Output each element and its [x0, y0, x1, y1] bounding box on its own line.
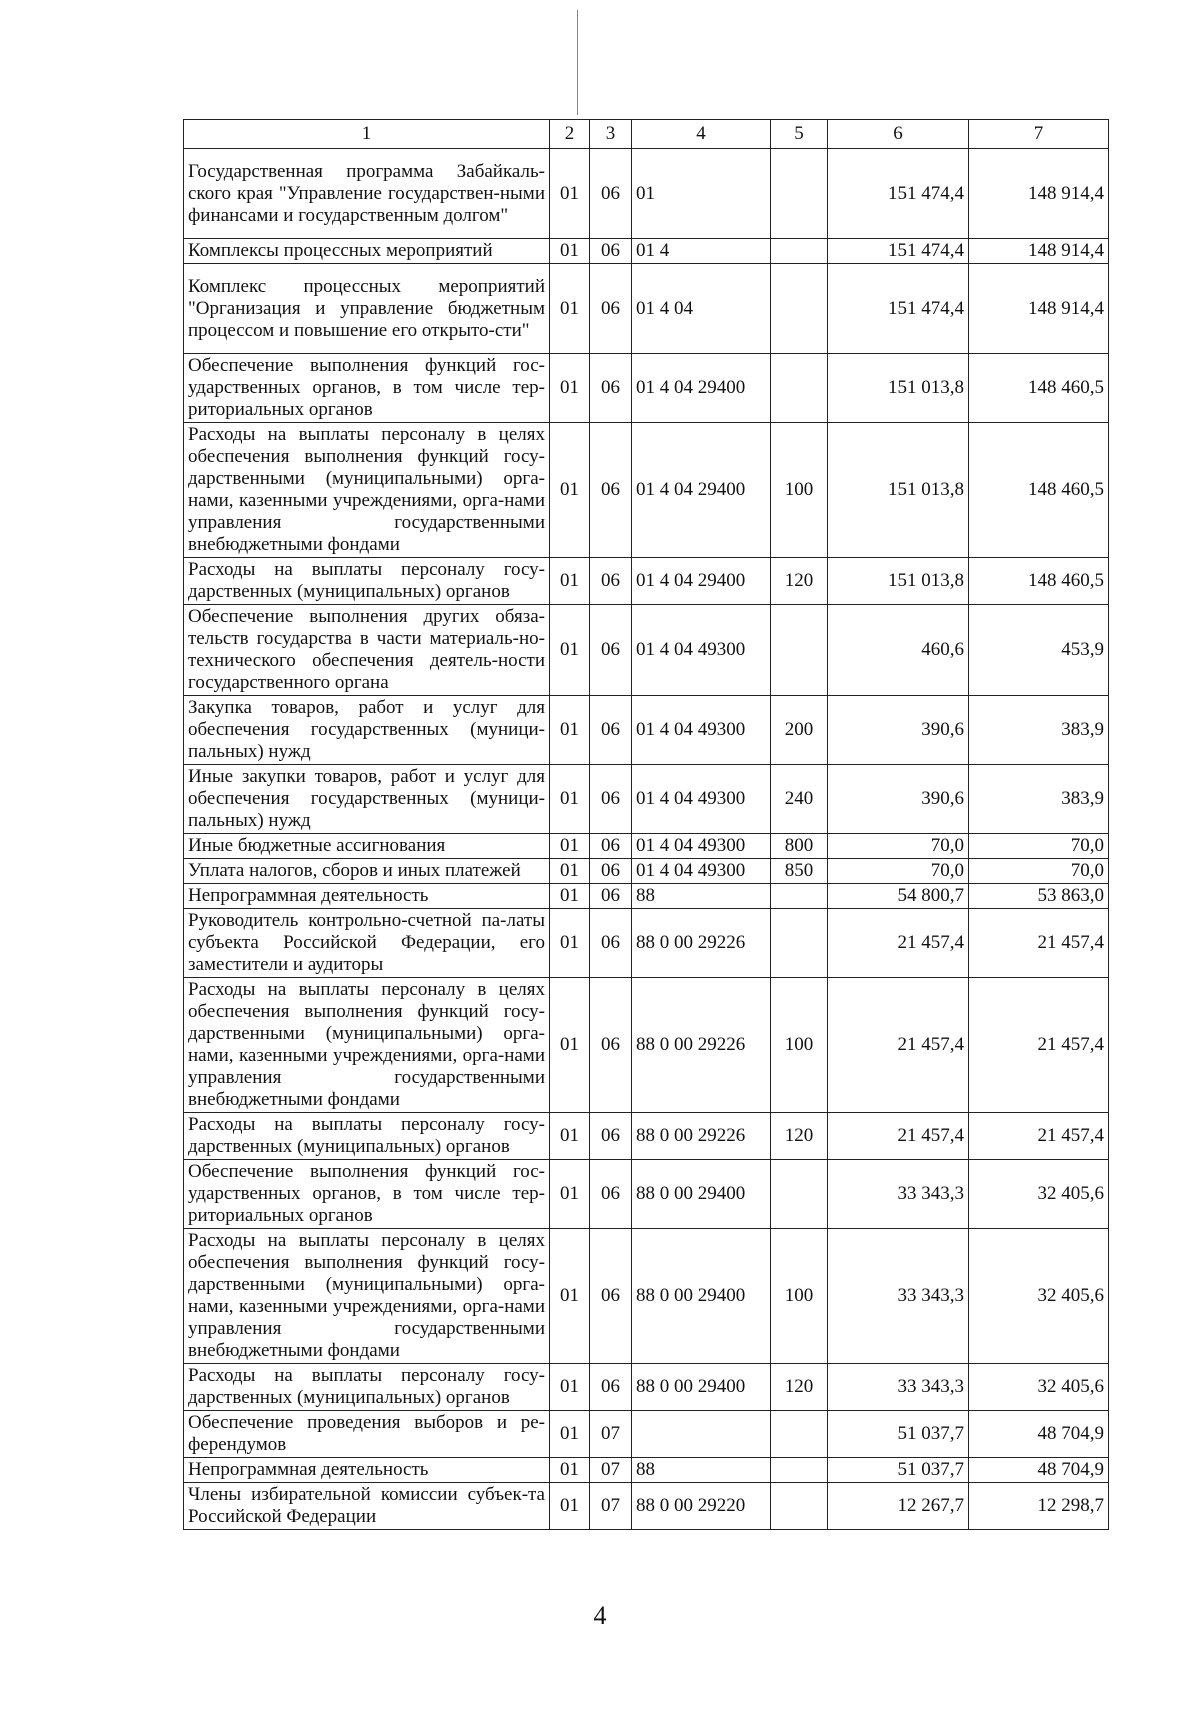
table-row	[184, 884, 1109, 909]
row-name: Закупка товаров, работ и услуг для обеспечения государственных (муници-пальных) нужд	[184, 696, 550, 765]
row-subsection: 06	[590, 149, 632, 239]
row-subsection: 07	[590, 1458, 632, 1483]
row-amount-year-1: 151 013,8	[828, 354, 969, 423]
table-row	[184, 909, 1109, 978]
row-subsection: 06	[590, 978, 632, 1113]
row-name: Обеспечение проведения выборов и ре-ферендумов	[184, 1411, 550, 1458]
table-row	[184, 558, 1109, 605]
row-amount-year-1: 151 013,8	[828, 558, 969, 605]
table-row	[184, 239, 1109, 264]
row-target-article: 01	[632, 149, 771, 239]
table-row	[184, 1364, 1109, 1411]
row-name: Обеспечение выполнения функций гос-ударственных органов, в том числе тер-риториальных органов	[184, 1160, 550, 1229]
row-amount-year-1: 70,0	[828, 834, 969, 859]
row-name: Непрограммная деятельность	[184, 1458, 550, 1483]
row-name: Члены избирательной комиссии субъек-та Российской Федерации	[184, 1483, 550, 1530]
row-amount-year-1: 21 457,4	[828, 909, 969, 978]
row-expense-type	[771, 239, 828, 264]
row-amount-year-2: 383,9	[969, 696, 1109, 765]
row-expense-type	[771, 1483, 828, 1530]
row-amount-year-1: 151 474,4	[828, 149, 969, 239]
row-name: Руководитель контрольно-счетной па-латы субъекта Российской Федерации, его заместители и аудиторы	[184, 909, 550, 978]
row-expense-type	[771, 605, 828, 696]
row-target-article: 01 4 04 29400	[632, 354, 771, 423]
row-section: 01	[550, 1364, 590, 1411]
header-col-3: 3	[590, 120, 632, 149]
table-row	[184, 1483, 1109, 1530]
row-name: Государственная программа Забайкаль-ского края "Управление государствен-ными финансами и государственным долгом"	[184, 149, 550, 239]
table-row	[184, 605, 1109, 696]
table-row	[184, 1229, 1109, 1364]
budget-table	[183, 119, 1109, 1530]
row-target-article: 88 0 00 29226	[632, 1113, 771, 1160]
table-row	[184, 1160, 1109, 1229]
row-name: Непрограммная деятельность	[184, 884, 550, 909]
row-name: Расходы на выплаты персоналу госу-дарственных (муниципальных) органов	[184, 1364, 550, 1411]
row-subsection: 07	[590, 1411, 632, 1458]
row-subsection: 06	[590, 765, 632, 834]
row-amount-year-1: 51 037,7	[828, 1411, 969, 1458]
row-target-article	[632, 1411, 771, 1458]
row-amount-year-2: 453,9	[969, 605, 1109, 696]
row-section: 01	[550, 909, 590, 978]
row-target-article: 88 0 00 29220	[632, 1483, 771, 1530]
row-target-article: 01 4 04	[632, 264, 771, 354]
table-row	[184, 354, 1109, 423]
row-target-article: 88 0 00 29400	[632, 1229, 771, 1364]
row-expense-type: 800	[771, 834, 828, 859]
row-section: 01	[550, 1483, 590, 1530]
row-name: Иные закупки товаров, работ и услуг для обеспечения государственных (муници-пальных) нужд	[184, 765, 550, 834]
row-amount-year-2: 70,0	[969, 834, 1109, 859]
row-subsection: 06	[590, 859, 632, 884]
row-amount-year-1: 21 457,4	[828, 1113, 969, 1160]
row-section: 01	[550, 1229, 590, 1364]
row-amount-year-1: 21 457,4	[828, 978, 969, 1113]
row-target-article: 01 4 04 49300	[632, 859, 771, 884]
scan-artifact-line	[577, 10, 578, 115]
row-expense-type: 120	[771, 558, 828, 605]
row-expense-type	[771, 354, 828, 423]
row-amount-year-1: 151 474,4	[828, 239, 969, 264]
row-section: 01	[550, 558, 590, 605]
row-amount-year-1: 151 013,8	[828, 423, 969, 558]
row-section: 01	[550, 978, 590, 1113]
row-subsection: 06	[590, 239, 632, 264]
row-section: 01	[550, 1458, 590, 1483]
header-col-2: 2	[550, 120, 590, 149]
row-section: 01	[550, 354, 590, 423]
row-amount-year-2: 21 457,4	[969, 978, 1109, 1113]
row-amount-year-1: 33 343,3	[828, 1160, 969, 1229]
row-subsection: 06	[590, 1229, 632, 1364]
row-amount-year-1: 151 474,4	[828, 264, 969, 354]
row-amount-year-1: 390,6	[828, 765, 969, 834]
row-amount-year-2: 21 457,4	[969, 909, 1109, 978]
row-subsection: 06	[590, 1364, 632, 1411]
table-row	[184, 1411, 1109, 1458]
row-subsection: 06	[590, 423, 632, 558]
row-name: Уплата налогов, сборов и иных платежей	[184, 859, 550, 884]
row-amount-year-2: 148 460,5	[969, 558, 1109, 605]
table-row	[184, 834, 1109, 859]
table-row	[184, 423, 1109, 558]
row-expense-type	[771, 149, 828, 239]
row-target-article: 88 0 00 29226	[632, 909, 771, 978]
row-amount-year-1: 12 267,7	[828, 1483, 969, 1530]
row-expense-type: 100	[771, 978, 828, 1113]
row-section: 01	[550, 1411, 590, 1458]
table-header-row	[184, 120, 1109, 149]
row-expense-type: 200	[771, 696, 828, 765]
row-target-article: 01 4 04 29400	[632, 558, 771, 605]
row-amount-year-1: 54 800,7	[828, 884, 969, 909]
table-row	[184, 1113, 1109, 1160]
row-amount-year-2: 32 405,6	[969, 1364, 1109, 1411]
row-expense-type	[771, 884, 828, 909]
header-col-6: 6	[828, 120, 969, 149]
row-expense-type	[771, 1411, 828, 1458]
row-amount-year-2: 148 460,5	[969, 354, 1109, 423]
row-subsection: 06	[590, 834, 632, 859]
row-section: 01	[550, 423, 590, 558]
row-name: Обеспечение выполнения функций гос-ударственных органов, в том числе тер-риториальных органов	[184, 354, 550, 423]
row-name: Расходы на выплаты персоналу госу-дарственных (муниципальных) органов	[184, 558, 550, 605]
row-amount-year-1: 70,0	[828, 859, 969, 884]
row-target-article: 01 4 04 29400	[632, 423, 771, 558]
row-amount-year-2: 32 405,6	[969, 1229, 1109, 1364]
row-amount-year-2: 21 457,4	[969, 1113, 1109, 1160]
row-subsection: 06	[590, 354, 632, 423]
row-amount-year-1: 390,6	[828, 696, 969, 765]
row-expense-type: 120	[771, 1113, 828, 1160]
table-row	[184, 264, 1109, 354]
table-row	[184, 765, 1109, 834]
row-subsection: 06	[590, 558, 632, 605]
row-name: Комплексы процессных мероприятий	[184, 239, 550, 264]
row-amount-year-2: 70,0	[969, 859, 1109, 884]
row-target-article: 88	[632, 1458, 771, 1483]
header-col-4: 4	[632, 120, 771, 149]
row-target-article: 88 0 00 29400	[632, 1364, 771, 1411]
page-number: 4	[593, 1601, 607, 1630]
row-subsection: 06	[590, 909, 632, 978]
row-amount-year-2: 148 914,4	[969, 239, 1109, 264]
row-amount-year-2: 53 863,0	[969, 884, 1109, 909]
row-target-article: 01 4 04 49300	[632, 765, 771, 834]
row-name: Иные бюджетные ассигнования	[184, 834, 550, 859]
row-amount-year-2: 148 914,4	[969, 149, 1109, 239]
row-subsection: 06	[590, 884, 632, 909]
row-amount-year-1: 33 343,3	[828, 1229, 969, 1364]
row-section: 01	[550, 859, 590, 884]
row-section: 01	[550, 884, 590, 909]
row-target-article: 01 4 04 49300	[632, 696, 771, 765]
table-row	[184, 859, 1109, 884]
row-amount-year-1: 51 037,7	[828, 1458, 969, 1483]
row-expense-type: 120	[771, 1364, 828, 1411]
row-amount-year-2: 148 914,4	[969, 264, 1109, 354]
row-name: Обеспечение выполнения других обяза-тельств государства в части материаль-но-технического обеспечения деятель-ности государственного органа	[184, 605, 550, 696]
row-expense-type	[771, 909, 828, 978]
table-row	[184, 149, 1109, 239]
row-expense-type	[771, 1160, 828, 1229]
row-subsection: 06	[590, 1160, 632, 1229]
row-section: 01	[550, 696, 590, 765]
row-section: 01	[550, 1160, 590, 1229]
row-name: Расходы на выплаты персоналу в целях обеспечения выполнения функций госу-дарственными (муниципальными) орга-нами, казенными учреждениями, орга-нами управления государственными внебюджетными фондами	[184, 978, 550, 1113]
header-col-7: 7	[969, 120, 1109, 149]
row-expense-type	[771, 1458, 828, 1483]
row-amount-year-1: 33 343,3	[828, 1364, 969, 1411]
row-amount-year-2: 148 460,5	[969, 423, 1109, 558]
row-amount-year-2: 48 704,9	[969, 1458, 1109, 1483]
row-subsection: 06	[590, 605, 632, 696]
row-section: 01	[550, 765, 590, 834]
row-target-article: 88 0 00 29226	[632, 978, 771, 1113]
header-col-1: 1	[184, 120, 550, 149]
row-name: Комплекс процессных мероприятий "Организация и управление бюджетным процессом и повышение его открыто-сти"	[184, 264, 550, 354]
row-amount-year-2: 32 405,6	[969, 1160, 1109, 1229]
row-target-article: 01 4 04 49300	[632, 834, 771, 859]
row-name: Расходы на выплаты персоналу в целях обеспечения выполнения функций госу-дарственными (муниципальными) орга-нами, казенными учреждениями, орга-нами управления государственными внебюджетными фондами	[184, 1229, 550, 1364]
row-section: 01	[550, 1113, 590, 1160]
row-amount-year-2: 383,9	[969, 765, 1109, 834]
table-row	[184, 978, 1109, 1113]
row-section: 01	[550, 264, 590, 354]
row-expense-type: 100	[771, 1229, 828, 1364]
row-target-article: 01 4 04 49300	[632, 605, 771, 696]
row-target-article: 88	[632, 884, 771, 909]
row-section: 01	[550, 149, 590, 239]
row-subsection: 06	[590, 1113, 632, 1160]
row-section: 01	[550, 834, 590, 859]
row-expense-type: 240	[771, 765, 828, 834]
row-amount-year-1: 460,6	[828, 605, 969, 696]
row-expense-type	[771, 264, 828, 354]
table-row	[184, 696, 1109, 765]
table-row	[184, 1458, 1109, 1483]
row-expense-type: 100	[771, 423, 828, 558]
row-subsection: 06	[590, 696, 632, 765]
row-subsection: 07	[590, 1483, 632, 1530]
row-name: Расходы на выплаты персоналу в целях обеспечения выполнения функций госу-дарственными (муниципальными) орга-нами, казенными учреждениями, орга-нами управления государственными внебюджетными фондами	[184, 423, 550, 558]
row-section: 01	[550, 605, 590, 696]
row-expense-type: 850	[771, 859, 828, 884]
row-amount-year-2: 12 298,7	[969, 1483, 1109, 1530]
row-target-article: 01 4	[632, 239, 771, 264]
row-name: Расходы на выплаты персоналу госу-дарственных (муниципальных) органов	[184, 1113, 550, 1160]
row-amount-year-2: 48 704,9	[969, 1411, 1109, 1458]
row-subsection: 06	[590, 264, 632, 354]
header-col-5: 5	[771, 120, 828, 149]
row-section: 01	[550, 239, 590, 264]
row-target-article: 88 0 00 29400	[632, 1160, 771, 1229]
